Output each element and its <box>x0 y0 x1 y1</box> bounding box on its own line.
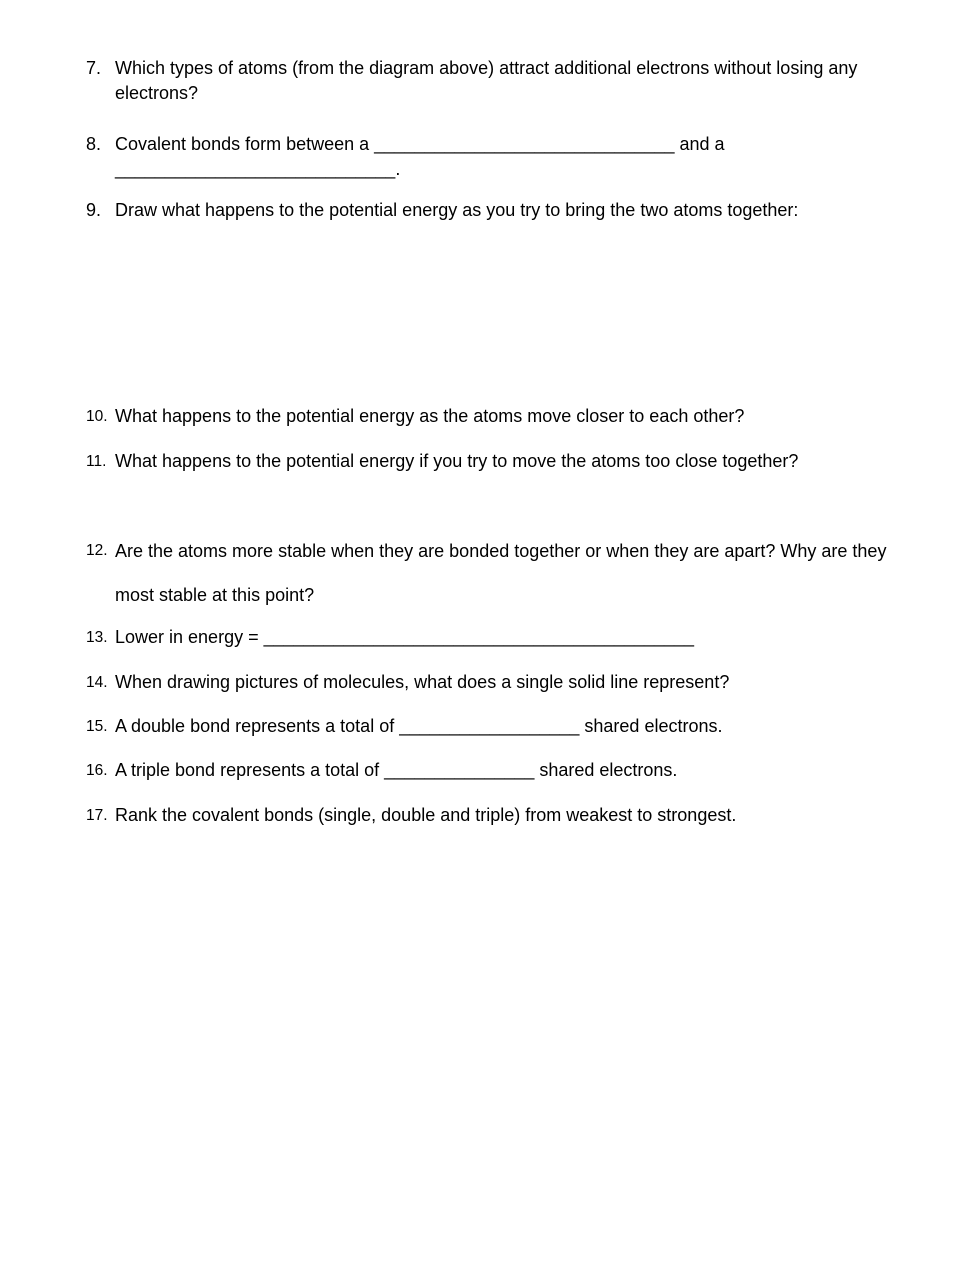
question-text-part: shared electrons. <box>579 716 723 736</box>
answer-blank[interactable]: __________________ <box>399 716 580 736</box>
question-12 <box>86 538 916 617</box>
answer-blank[interactable]: ____________________________ <box>115 159 396 179</box>
question-text-part: A triple bond represents a total of <box>115 760 385 780</box>
question-text: What happens to the potential energy if you try to move the atoms too close together? <box>115 451 799 471</box>
answer-blank[interactable]: _______________ <box>384 760 535 780</box>
question-text-part: shared electrons. <box>534 760 678 780</box>
question-text: What happens to the potential energy as the atoms move closer to each other? <box>115 406 745 426</box>
question-9 <box>86 198 916 223</box>
question-text-part: and a <box>674 134 730 154</box>
question-14 <box>86 670 916 695</box>
question-text <box>115 714 916 739</box>
question-10 <box>86 404 916 429</box>
question-number: 12. <box>86 542 108 559</box>
question-13 <box>86 625 916 650</box>
question-text <box>115 132 916 182</box>
question-number: 14. <box>86 674 108 691</box>
question-number: 16. <box>86 762 108 779</box>
question-16 <box>86 758 916 783</box>
question-11 <box>86 449 916 474</box>
question-number: 9. <box>86 200 102 220</box>
question-number: 17. <box>86 807 108 824</box>
question-15 <box>86 714 916 739</box>
question-number: 11. <box>86 453 107 470</box>
question-text: Which types of atoms (from the diagram above) attract additional electrons without losing any electrons? <box>115 58 863 103</box>
question-text-part: Covalent bonds form between a <box>115 134 375 154</box>
question-text: Rank the covalent bonds (single, double and triple) from weakest to strongest. <box>115 805 737 825</box>
question-text <box>115 758 916 783</box>
question-text-part: A double bond represents a total of <box>115 716 400 736</box>
question-8 <box>86 132 916 182</box>
question-17 <box>86 803 916 828</box>
question-number: 8. <box>86 134 102 154</box>
question-text: Draw what happens to the potential energy as you try to bring the two atoms together: <box>115 200 799 220</box>
question-text: Are the atoms more stable when they are bonded together or when they are apart? Why are they most stable at this point? <box>115 541 892 605</box>
question-text-part: . <box>395 159 401 179</box>
answer-blank[interactable]: ___________________________________________ <box>263 627 695 647</box>
question-number: 10. <box>86 408 108 425</box>
question-text <box>115 625 916 650</box>
answer-blank[interactable]: ______________________________ <box>374 134 675 154</box>
question-7 <box>86 56 916 106</box>
question-number: 15. <box>86 718 108 735</box>
question-text-part: Lower in energy = <box>115 627 264 647</box>
question-text: When drawing pictures of molecules, what does a single solid line represent? <box>115 672 730 692</box>
question-number: 13. <box>86 629 108 646</box>
question-number: 7. <box>86 58 102 78</box>
